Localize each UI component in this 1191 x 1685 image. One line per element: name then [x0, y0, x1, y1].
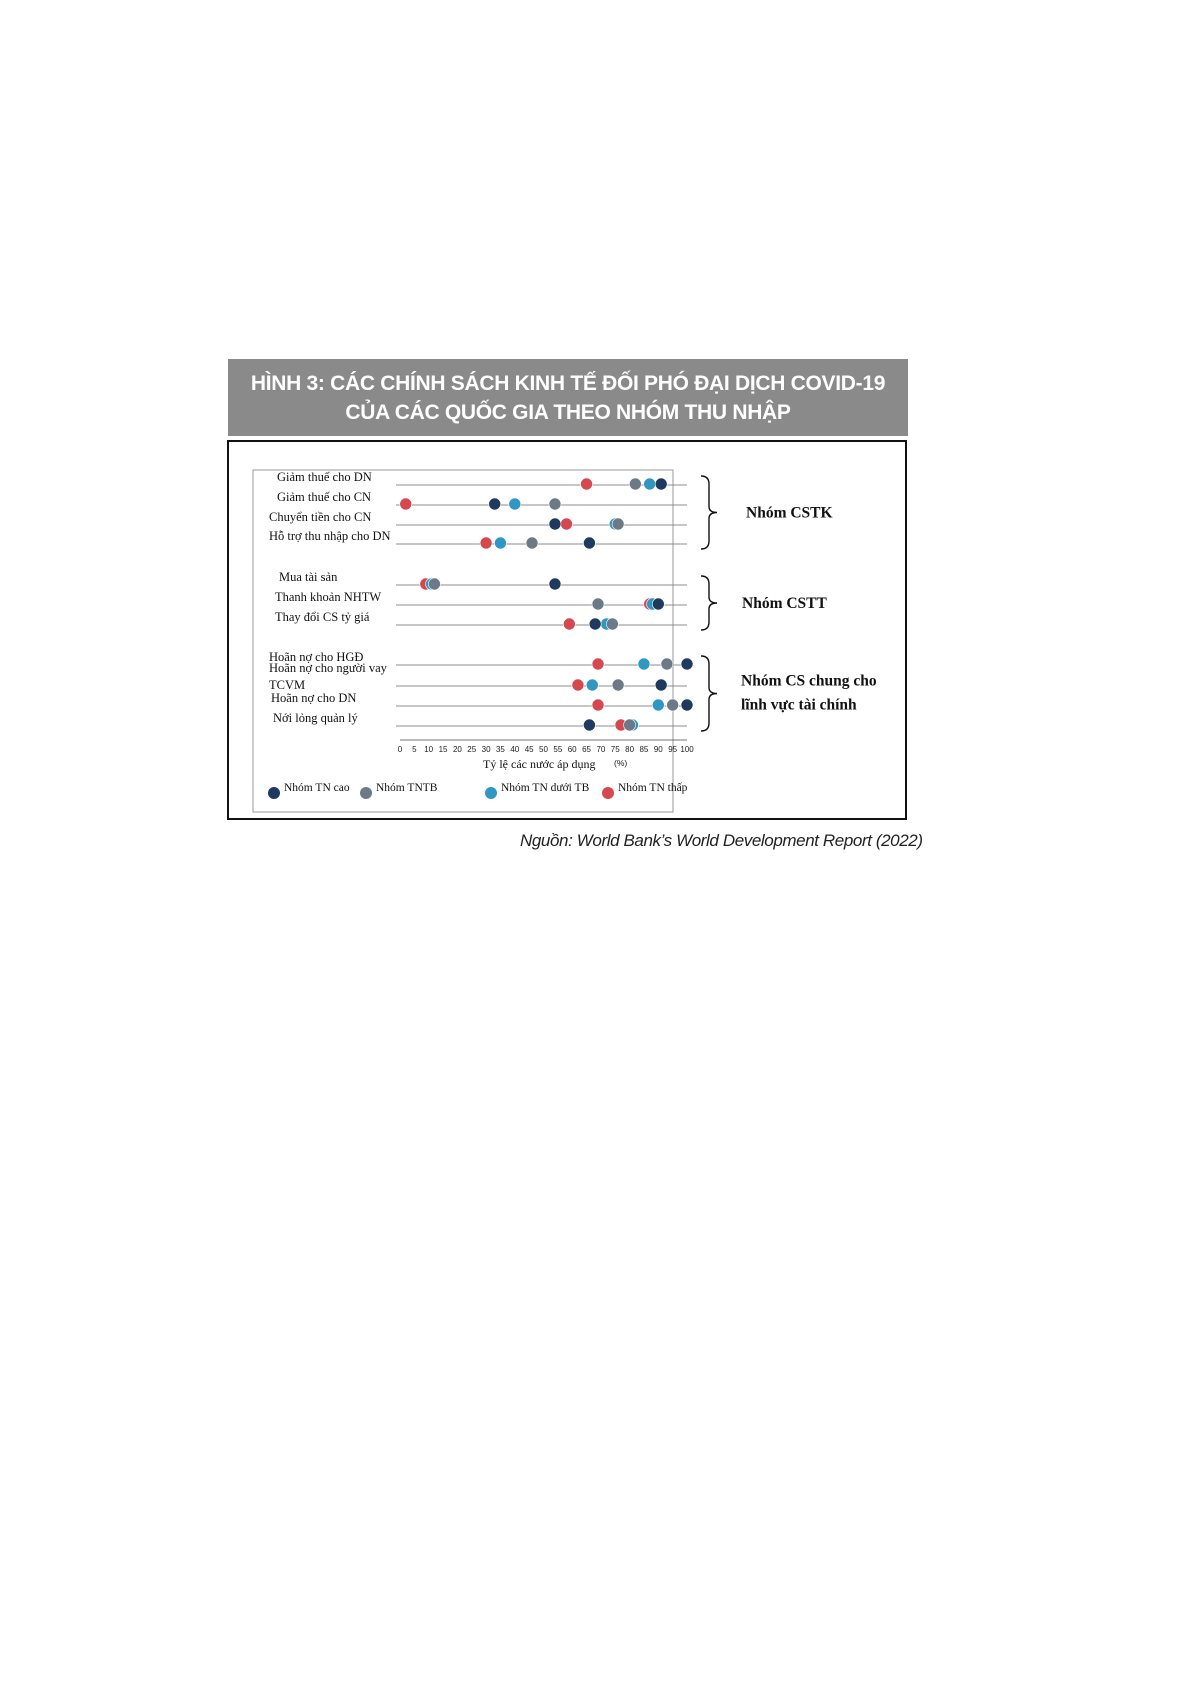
- data-point: [624, 719, 636, 731]
- x-tick-label: 45: [524, 745, 534, 754]
- data-point: [583, 537, 595, 549]
- data-point: [652, 598, 664, 610]
- x-tick-label: 75: [610, 745, 620, 754]
- data-point: [400, 498, 412, 510]
- data-point: [667, 699, 679, 711]
- x-axis-title: Tỷ lệ các nước áp dụng: [483, 757, 596, 771]
- figure-title-line-2: CỦA CÁC QUỐC GIA THEO NHÓM THU NHẬP: [345, 401, 791, 424]
- dot-plot-chart: [227, 440, 907, 820]
- data-point: [644, 478, 656, 490]
- x-tick-label: 55: [553, 745, 563, 754]
- data-point: [428, 578, 440, 590]
- x-tick-label: 15: [438, 745, 448, 754]
- data-point: [560, 518, 572, 530]
- data-point: [592, 658, 604, 670]
- x-tick-label: 80: [625, 745, 635, 754]
- x-tick-label: 10: [424, 745, 434, 754]
- x-tick-label: 70: [596, 745, 606, 754]
- data-point: [549, 518, 561, 530]
- data-point: [549, 498, 561, 510]
- figure-title-line-1: HÌNH 3: CÁC CHÍNH SÁCH KINH TẾ ĐỐI PHÓ ĐẠI DỊCH COVID-19: [250, 372, 886, 395]
- x-axis-unit: (%): [614, 758, 628, 768]
- source-note: Nguồn: World Bank’s World Development Report (2022): [520, 831, 923, 850]
- x-tick-label: 50: [539, 745, 548, 754]
- data-point: [655, 679, 667, 691]
- x-tick-label: 25: [467, 745, 477, 754]
- x-tick-label: 20: [452, 745, 462, 754]
- group-bracket: [701, 476, 717, 549]
- legend-label: Nhóm TNTB: [376, 782, 438, 794]
- legend-swatch: [360, 787, 372, 799]
- x-tick-label: 85: [639, 745, 649, 754]
- category-label: Giảm thuế cho DN: [277, 470, 372, 484]
- legend-swatch: [268, 787, 280, 799]
- legend-swatch: [602, 787, 614, 799]
- data-point: [661, 658, 673, 670]
- data-point: [629, 478, 641, 490]
- data-point: [638, 658, 650, 670]
- group-brackets: [701, 476, 877, 731]
- x-tick-label: 95: [668, 745, 678, 754]
- x-tick-label: 35: [495, 745, 505, 754]
- data-point: [572, 679, 584, 691]
- x-tick-label: 60: [567, 745, 577, 754]
- category-label: Hoãn nợ cho người vay: [269, 661, 387, 675]
- group-label: lĩnh vực tài chính: [741, 696, 857, 714]
- x-tick-label: 0: [397, 745, 403, 754]
- data-point: [586, 679, 598, 691]
- legend-label: Nhóm TN cao: [284, 782, 350, 794]
- category-label: Hỗ trợ thu nhập cho DN: [269, 529, 391, 543]
- x-tick-label: 90: [653, 745, 663, 754]
- data-point: [563, 618, 575, 630]
- category-label: Thanh khoản NHTW: [275, 590, 382, 604]
- group-label: Nhóm CSTK: [746, 504, 833, 522]
- category-label: Nới lỏng quản lý: [273, 711, 358, 725]
- figure-title-banner: [228, 359, 908, 436]
- data-point: [509, 498, 521, 510]
- data-point: [581, 478, 593, 490]
- legend-swatch: [485, 787, 497, 799]
- group-label: Nhóm CSTT: [742, 595, 827, 612]
- x-tick-label: 30: [481, 745, 491, 754]
- data-point: [494, 537, 506, 549]
- category-label: Giảm thuế cho CN: [277, 490, 372, 504]
- x-tick-label: 65: [582, 745, 592, 754]
- data-point: [652, 699, 664, 711]
- data-point: [612, 518, 624, 530]
- category-label: Thay đổi CS tỷ giá: [275, 610, 370, 624]
- legend-label: Nhóm TN thấp: [618, 782, 688, 794]
- group-label: Nhóm CS chung cho: [741, 672, 877, 690]
- group-bracket: [701, 576, 717, 630]
- data-point: [583, 719, 595, 731]
- legend-label: Nhóm TN dưới TB: [501, 782, 590, 794]
- data-point: [589, 618, 601, 630]
- data-point: [592, 598, 604, 610]
- x-tick-label: 40: [510, 745, 520, 754]
- x-tick-label: 100: [680, 745, 694, 754]
- data-point: [592, 699, 604, 711]
- data-point: [681, 699, 693, 711]
- data-point: [549, 578, 561, 590]
- data-point: [612, 679, 624, 691]
- category-label: TCVM: [269, 678, 306, 692]
- category-label: Hoãn nợ cho DN: [271, 691, 357, 705]
- data-point: [606, 618, 618, 630]
- data-point: [681, 658, 693, 670]
- category-label: Mua tài sản: [279, 570, 338, 584]
- data-point: [655, 478, 667, 490]
- category-label: Chuyển tiền cho CN: [269, 510, 372, 524]
- data-point: [489, 498, 501, 510]
- data-point: [526, 537, 538, 549]
- data-point: [480, 537, 492, 549]
- category-label: Hoãn nợ cho HGĐ: [269, 650, 364, 664]
- x-tick-label: 5: [412, 745, 417, 754]
- group-bracket: [701, 656, 717, 731]
